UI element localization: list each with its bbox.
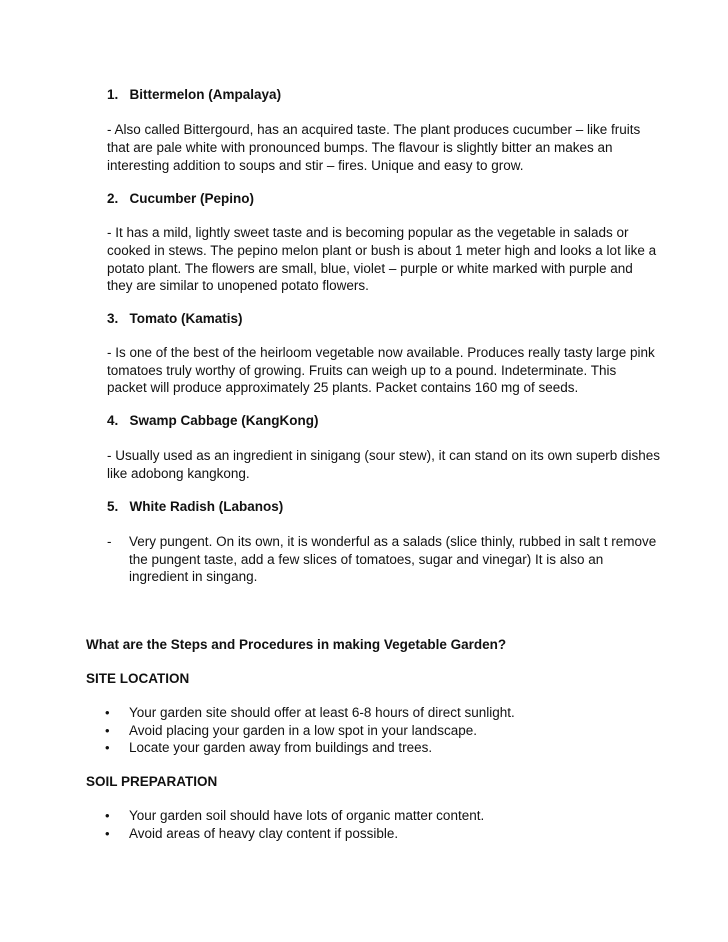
item-title: Cucumber (Pepino): [129, 191, 255, 206]
bullet-text: Locate your garden away from buildings and trees.: [129, 740, 433, 755]
section-question: What are the Steps and Procedures in making Vegetable Garden?: [86, 637, 507, 652]
bullet-text: Avoid placing your garden in a low spot in your landscape.: [129, 723, 477, 738]
paragraph-line: that are pale white with pronounced bumps. The flavour is slightly bitter an makes an: [107, 140, 613, 155]
paragraph-line: interesting addition to soups and stir – fires. Unique and easy to grow.: [107, 158, 524, 173]
item-1-title: [107, 86, 281, 104]
paragraph-line: the pungent taste, add a few slices of tomatoes, sugar and vinegar) It is also an: [129, 552, 604, 567]
paragraph-line: - Usually used as an ingredient in sinigang (sour stew), it can stand on its own superb dishes: [107, 448, 661, 463]
paragraph-line: tomatoes truly worthy of growing. Fruits can weigh up to a pound. Indeterminate. This: [107, 363, 617, 378]
item-title: White Radish (Labanos): [129, 499, 284, 514]
item-2-title: [107, 190, 254, 208]
dash-marker: -: [107, 534, 112, 549]
paragraph-line: packet will produce approximately 25 plants. Packet contains 160 mg of seeds.: [107, 380, 579, 395]
paragraph-line: potato plant. The flowers are small, blue, violet – purple or white marked with purple and: [107, 261, 633, 276]
item-4-title: [107, 412, 319, 430]
paragraph-line: - Also called Bittergourd, has an acquired taste. The plant produces cucumber – like fruits: [107, 122, 641, 137]
bullet-dot: •: [105, 723, 110, 738]
item-3-title: [107, 310, 243, 328]
bullet-text: Avoid areas of heavy clay content if possible.: [129, 826, 399, 841]
paragraph-line: they are similar to unopened potato flowers.: [107, 278, 369, 293]
item-title: Bittermelon (Ampalaya): [129, 87, 282, 102]
bullet-text: Your garden soil should have lots of organic matter content.: [129, 808, 485, 823]
paragraph-line: Very pungent. On its own, it is wonderful as a salads (slice thinly, rubbed in salt t remove: [129, 534, 657, 549]
paragraph-line: like adobong kangkong.: [107, 466, 250, 481]
bullet-text: Your garden site should offer at least 6-8 hours of direct sunlight.: [129, 705, 515, 720]
item-title: Swamp Cabbage (KangKong): [129, 413, 319, 428]
paragraph-line: cooked in stews. The pepino melon plant or bush is about 1 meter high and looks a lot like a: [107, 243, 657, 258]
bullet-dot: •: [105, 705, 110, 720]
bullet-dot: •: [105, 808, 110, 823]
item-title: Tomato (Kamatis): [129, 311, 243, 326]
bullet-dot: •: [105, 826, 110, 841]
item-number: 4.: [107, 413, 119, 428]
heading-soil-preparation: SOIL PREPARATION: [86, 774, 218, 789]
item-number: 5.: [107, 499, 119, 514]
item-5-title: [107, 498, 283, 516]
item-number: 3.: [107, 311, 119, 326]
item-number: 2.: [107, 191, 119, 206]
heading-site-location: SITE LOCATION: [86, 671, 190, 686]
bullet-dot: •: [105, 740, 110, 755]
item-number: 1.: [107, 87, 119, 102]
paragraph-line: - It has a mild, lightly sweet taste and is becoming popular as the vegetable in salads or: [107, 225, 629, 240]
paragraph-line: - Is one of the best of the heirloom vegetable now available. Produces really tasty large pink: [107, 345, 655, 360]
paragraph-line: ingredient in singang.: [129, 569, 258, 584]
